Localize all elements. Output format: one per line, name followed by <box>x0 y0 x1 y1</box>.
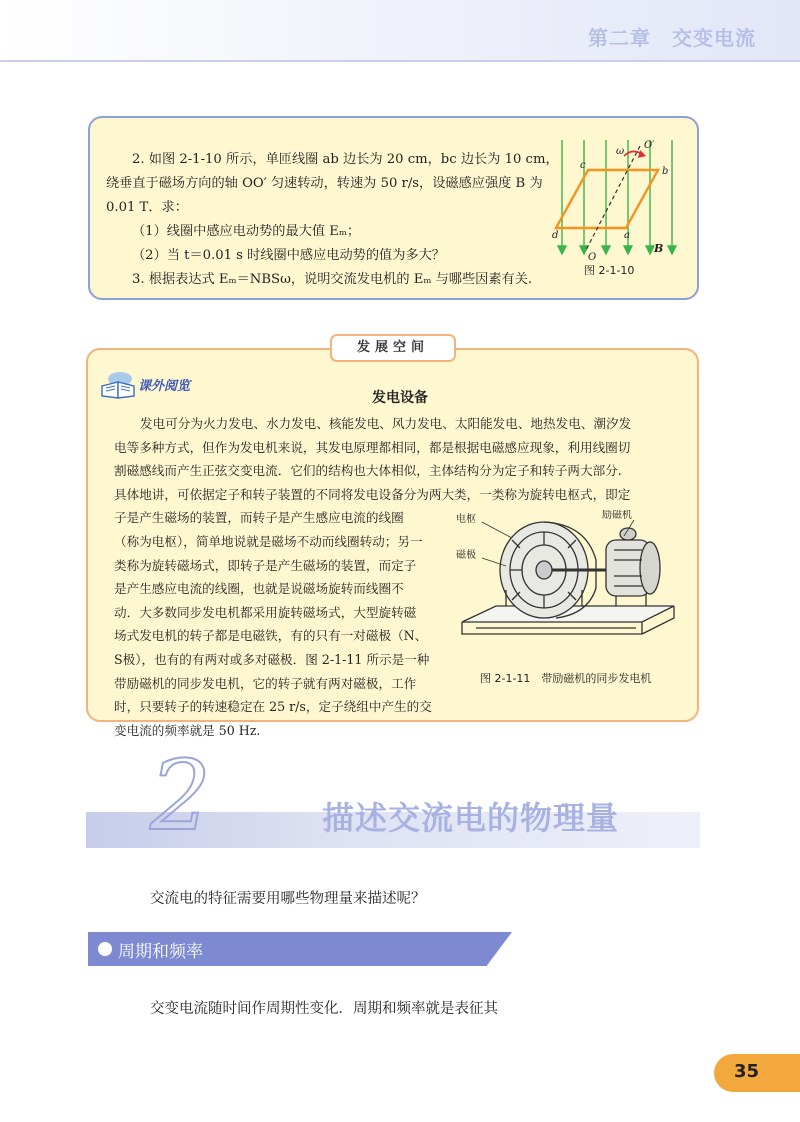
section-question: 交流电的特征需要用哪些物理量来描述呢？ <box>150 891 426 907</box>
exercise-line: （1）线圈中感应电动势的最大值 Eₘ； <box>132 224 361 239</box>
label-o-top: O′ <box>644 140 655 151</box>
header-divider <box>0 60 800 62</box>
reading-box-label: 发展空间 <box>330 334 456 362</box>
reading-line: 割磁感线而产生正弦交变电流．它们的结构也大体相似，主体结构分为定子和转子两大部分. <box>114 463 622 479</box>
section-title: 描述交流电的物理量 <box>322 799 620 837</box>
rotation-axis <box>586 146 640 250</box>
label-omega: ω <box>616 146 625 157</box>
label-b: b <box>662 166 669 177</box>
figure-caption: 图 2-1-10 <box>584 264 635 277</box>
chapter-title: 第二章 交变电流 <box>588 26 756 50</box>
reading-line: 子是产生磁场的装置，而转子是产生感应电流的线圈 <box>114 510 404 526</box>
exercise-line: 2. 如图 2-1-10 所示，单匝线圈 ab 边长为 20 cm，bc 边长为 10 cm， <box>132 152 559 167</box>
exercise-text <box>106 148 559 292</box>
label-d: d <box>552 230 559 241</box>
reading-line: 发电可分为火力发电、水力发电、核能发电、风力发电、太阳能发电、地热发电、潮汐发 <box>140 416 632 431</box>
page-number: 35 <box>734 1061 760 1082</box>
magnetic-field-lines <box>558 140 676 254</box>
reading-line: 动．大多数同步发电机都采用旋转磁场式，大型旋转磁 <box>114 604 417 620</box>
reading-line: 具体地讲，可依据定子和转子装置的不同将发电设备分为两大类，一类称为旋转电枢式，即定 <box>114 486 631 502</box>
reading-line: 时，只要转子的转速稳定在 25 r/s，定子绕组中产生的交 <box>114 699 432 715</box>
reading-line: 场式发电机的转子都是电磁铁，有的只有一对磁极（N、 <box>114 628 428 644</box>
reading-line: 是产生感应电流的线圈，也就是说磁场旋转而线圈不 <box>114 581 404 597</box>
bullet-dot-icon <box>98 942 112 956</box>
label-field-b: B <box>654 242 664 255</box>
reading-line: （称为电枢），简单地说就是磁场不动而线圈转动；另一 <box>114 533 423 549</box>
body-paragraph: 交变电流随时间作周期性变化．周期和频率就是表征其 <box>150 1001 498 1017</box>
subsection-title: 周期和频率 <box>118 942 203 962</box>
reading-line: S极），也有的有两对或多对磁极．图 2-1-11 所示是一种 <box>114 651 430 667</box>
label-o-bottom: O <box>588 252 597 263</box>
figure-caption: 图 2-1-11 带励磁机的同步发电机 <box>480 672 652 685</box>
reading-title: 发电设备 <box>372 390 428 406</box>
generator-figure <box>456 510 682 660</box>
label-exciter: 励磁机 <box>602 510 632 521</box>
reading-tag: 课外阅览 <box>138 379 191 394</box>
label-armature: 电枢 <box>456 514 476 525</box>
exercise-line: 0.01 T．求： <box>106 200 188 215</box>
coil-loop <box>556 170 658 228</box>
reading-line: 带励磁机的同步发电机，它的转子就有两对磁极，工作 <box>114 675 417 691</box>
exercise-line: 绕垂直于磁场方向的轴 OO′ 匀速转动，转速为 50 r/s，设磁感应强度 B 为 <box>106 176 543 191</box>
label-a: a <box>624 230 630 241</box>
coil-figure <box>552 138 692 264</box>
label-pole: 磁极 <box>456 550 476 561</box>
reading-line: 类称为旋转磁场式，即转子是产生磁场的装置，而定子 <box>114 557 417 573</box>
reading-line: 电等多种方式，但作为发电机来说，其发电原理都相同，都是根据电磁感应现象，利用线圈切 <box>114 439 631 455</box>
exercise-line: （2）当 t＝0.01 s 时线圈中感应电动势的值为多大？ <box>132 248 445 263</box>
label-c: c <box>580 160 586 171</box>
section-number: 2 <box>150 740 212 852</box>
exercise-line: 3. 根据表达式 Eₘ＝NBSω，说明交流发电机的 Eₘ 与哪些因素有关. <box>132 272 533 287</box>
reading-line: 变电流的频率就是 50 Hz. <box>114 722 261 738</box>
